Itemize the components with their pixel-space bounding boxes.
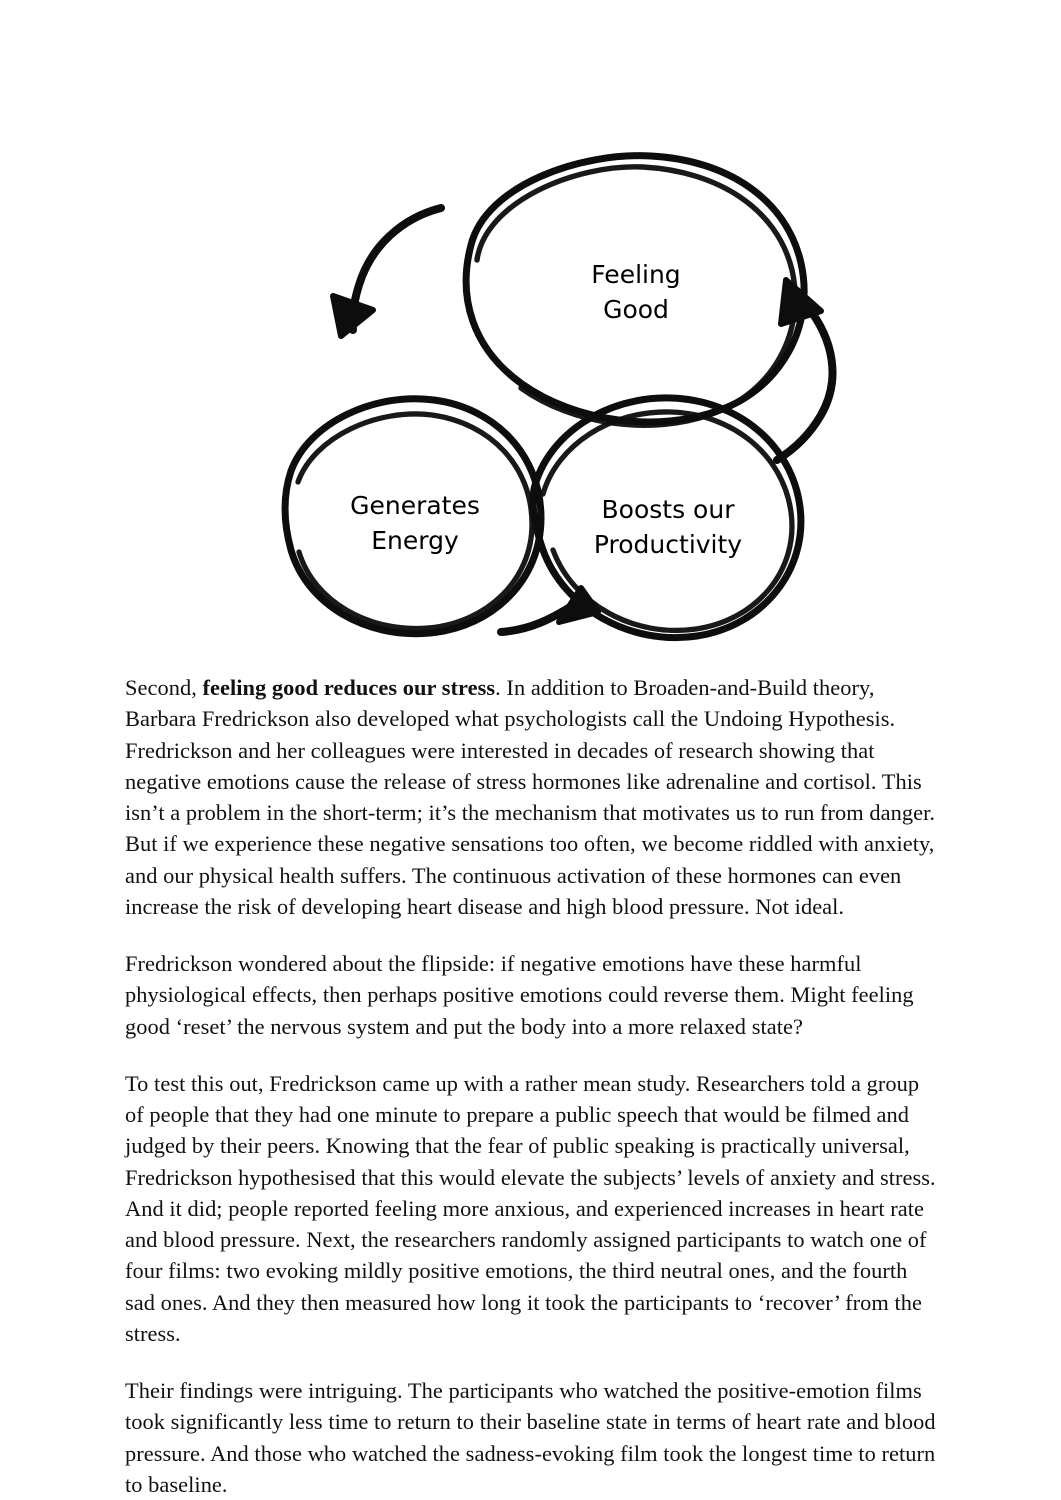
circle-feeling-good <box>466 156 804 426</box>
diagram-svg <box>181 100 881 660</box>
arrow-generates-energy-to-feeling-good <box>333 208 441 336</box>
paragraph-4: Their findings were intriguing. The participants who watched the positive-emotion films took significantly less time to return to their baseline state in terms of heart rate and blood pressure. And those who watched the sadness-evoking film took the longest time to return to baseline. <box>125 1378 936 1497</box>
paragraph-1-lead: Second, <box>125 675 203 700</box>
paragraph-1 <box>125 672 937 922</box>
label-boosts-productivity-line2: Productivity <box>593 530 742 559</box>
article-body <box>125 672 937 1500</box>
label-feeling-good-line1: Feeling <box>590 260 681 289</box>
paragraph-3: To test this out, Fredrickson came up with a rather mean study. Researchers told a group of people that they had one minute to prepare a public speech that would be filmed and judged by their peers. Knowing that the fear of public speaking is practically universal, Fredrickson hypothesised that this would elevate the subjects’ levels of anxiety and stress. And it did; people reported feeling more anxious, and experienced increases in heart rate and blood pressure. Next, the researchers randomly assigned participants to watch one of four films: two evoking mildly positive emotions, the third neutral ones, and the fourth sad ones. And they then measured how long it took the participants to ‘recover’ from the stress. <box>125 1070 936 1346</box>
label-boosts-productivity-line1: Boosts our <box>601 495 734 524</box>
paragraph-2: Fredrickson wondered about the flipside: if negative emotions have these harmful physiological effects, then perhaps positive emotions could reverse them. Might feeling good ‘reset’ the nervous system and put the body into a more relaxed state? <box>125 951 914 1039</box>
arrow-feeling-good-to-boosts-productivity <box>777 280 832 460</box>
virtuous-cycle-diagram <box>0 100 1061 660</box>
paragraph-1-rest: . In addition to Broaden-and-Build theory, Barbara Fredrickson also developed what psychologists call the Undoing Hypothesis. Fredrickson and her colleagues were interested in decades of research showing that negative emotions cause the release of stress hormones like adrenaline and cortisol. This isn’t a problem in the short-term; it’s the mechanism that motivates us to run from danger. But if we experience these negative sensations too often, we become riddled with anxiety, and our physical health suffers. The continuous activation of these hormones can even increase the risk of developing heart disease and high blood pressure. Not ideal. <box>125 675 936 919</box>
label-generates-energy-line1: Generates <box>349 491 480 520</box>
label-feeling-good-line2: Good <box>602 295 669 324</box>
paragraph-1-bold: feeling good reduces our stress <box>202 675 496 700</box>
label-generates-energy-line2: Energy <box>370 526 459 555</box>
